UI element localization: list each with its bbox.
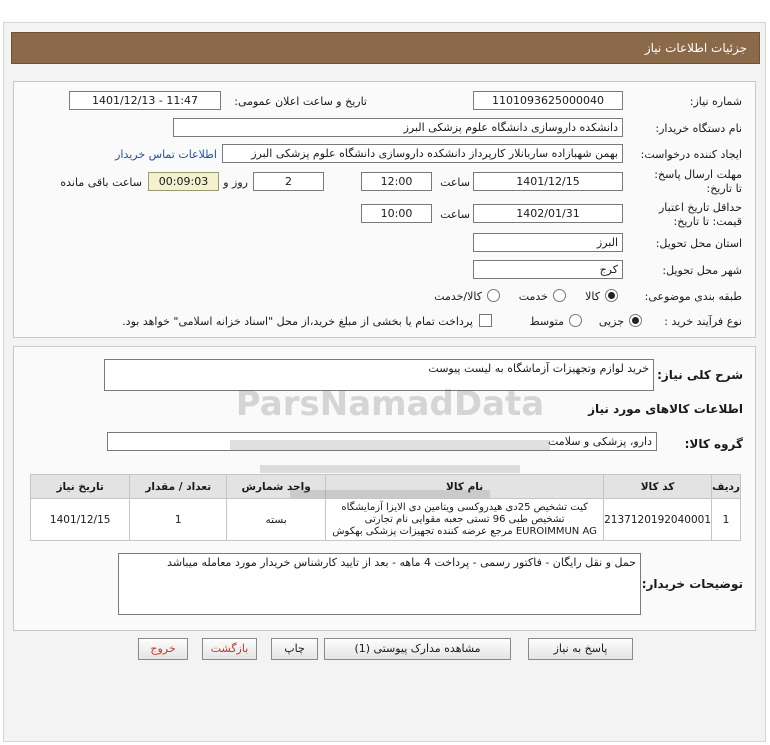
process-minor-radio[interactable] [629,314,642,327]
goods-table [30,474,741,541]
exit-button[interactable]: خروج [138,638,188,660]
process-minor-label: جزیی [598,315,624,328]
days-field: 2 [253,172,324,191]
item-name-line: EUROIMMUN AG مرجع عرضه کننده تجهیزات پزشکی بهکوش [332,525,597,537]
buyer-notes-field: حمل و نقل رایگان - فاکتور رسمی - پرداخت 4 ماهه - بعد از تایید کارشناس خریدار مورد معامله میباشد [118,553,641,615]
category-goods-label: کالا [585,290,600,303]
print-button[interactable]: چاپ [271,638,318,660]
contact-buyer-link[interactable]: اطلاعات تماس خریدار [115,148,217,161]
description-label: شرح کلی نیاز: [657,368,743,382]
page-title: جزئیات اطلاعات نیاز [11,32,760,64]
buyer-notes-label: توضیحات خریدار: [641,577,743,591]
creator-field: بهمن شهبازاده ساربانلار کارپرداز دانشکده داروسازی دانشگاه علوم پزشکی البرز [222,144,623,163]
buyer-org-field: دانشکده داروسازی دانشگاه علوم پزشکی البرز [173,118,623,137]
deadline-time-label: ساعت [440,176,470,189]
item-unit: بسته [227,499,326,541]
category-label: طبقه بندی موضوعی: [644,290,742,303]
col-date: تاریخ نیاز [31,475,130,499]
back-button[interactable]: بازگشت [202,638,257,660]
treasury-payment-checkbox[interactable] [479,314,492,327]
item-name [326,499,604,541]
category-service-radio[interactable] [553,289,566,302]
goods-table-header [31,475,741,499]
description-field: خرید لوازم وتجهیزات آزماشگاه به لیست پیوست [104,359,654,391]
deadline-date-field: 1401/12/15 [473,172,623,191]
attachments-button[interactable]: مشاهده مدارک پیوستی (1) [324,638,511,660]
goods-group-label: گروه کالا: [684,437,743,451]
reply-button[interactable]: پاسخ به نیاز [528,638,633,660]
col-name: نام کالا [326,475,604,499]
treasury-payment-note: پرداخت تمام یا بخشی از مبلغ خرید،از محل "اسناد خزانه اسلامی" خواهد بود. [122,315,473,328]
item-qty: 1 [130,499,227,541]
deadline-time-field: 12:00 [361,172,432,191]
col-unit: واحد شمارش [227,475,326,499]
table-row [31,499,741,541]
col-code: کد کالا [604,475,712,499]
item-date: 1401/12/15 [31,499,130,541]
remaining-time-field: 00:09:03 [148,172,219,191]
need-number-label: شماره نیاز: [689,95,742,108]
col-qty: تعداد / مقدار [130,475,227,499]
watermark-brand-text: ParsNamadData [235,385,545,424]
province-label: استان محل تحویل: [655,237,742,250]
validity-date-field: 1402/01/31 [473,204,623,223]
category-goods-radio[interactable] [605,289,618,302]
announce-label: تاریخ و ساعت اعلان عمومی: [234,95,367,108]
process-label: نوع فرآیند خرید : [664,315,742,328]
creator-label: ایجاد کننده درخواست: [640,148,742,161]
validity-time-field: 10:00 [361,204,432,223]
item-code: 2137120192040001 [604,499,712,541]
col-row: ردیف [712,475,741,499]
province-field: البرز [473,233,623,252]
buyer-org-label: نام دستگاه خریدار: [655,122,742,135]
remaining-label: ساعت باقی مانده [60,176,142,189]
goods-section-title: اطلاعات کالاهای مورد نیاز [588,402,743,416]
goods-group-field: دارو، پزشکی و سلامت [107,432,657,451]
category-both-radio[interactable] [487,289,500,302]
item-name-line: تشخیص طبی 96 تستی جعبه مقوایی نام تجارتی [364,513,565,525]
category-both-label: کالا/خدمت [434,290,482,303]
announce-field: 1401/12/13 - 11:47 [69,91,221,110]
city-label: شهر محل تحویل: [662,264,742,277]
process-medium-label: متوسط [529,315,564,328]
item-name-line: کیت تشخیص 25دی هیدروکسی ویتامین دی الایزا آزمایشگاه [341,501,588,513]
deadline-label: مهلت ارسال پاسخ: تا تاریخ: [654,168,742,195]
validity-time-label: ساعت [440,208,470,221]
process-medium-radio[interactable] [569,314,582,327]
category-service-label: خدمت [518,290,548,303]
days-and-label: روز و [223,176,248,189]
city-field: کرج [473,260,623,279]
validity-label: حداقل تاریخ اعتبار قیمت: تا تاریخ: [658,201,742,228]
need-number-field: 1101093625000040 [473,91,623,110]
row-number: 1 [712,499,741,541]
